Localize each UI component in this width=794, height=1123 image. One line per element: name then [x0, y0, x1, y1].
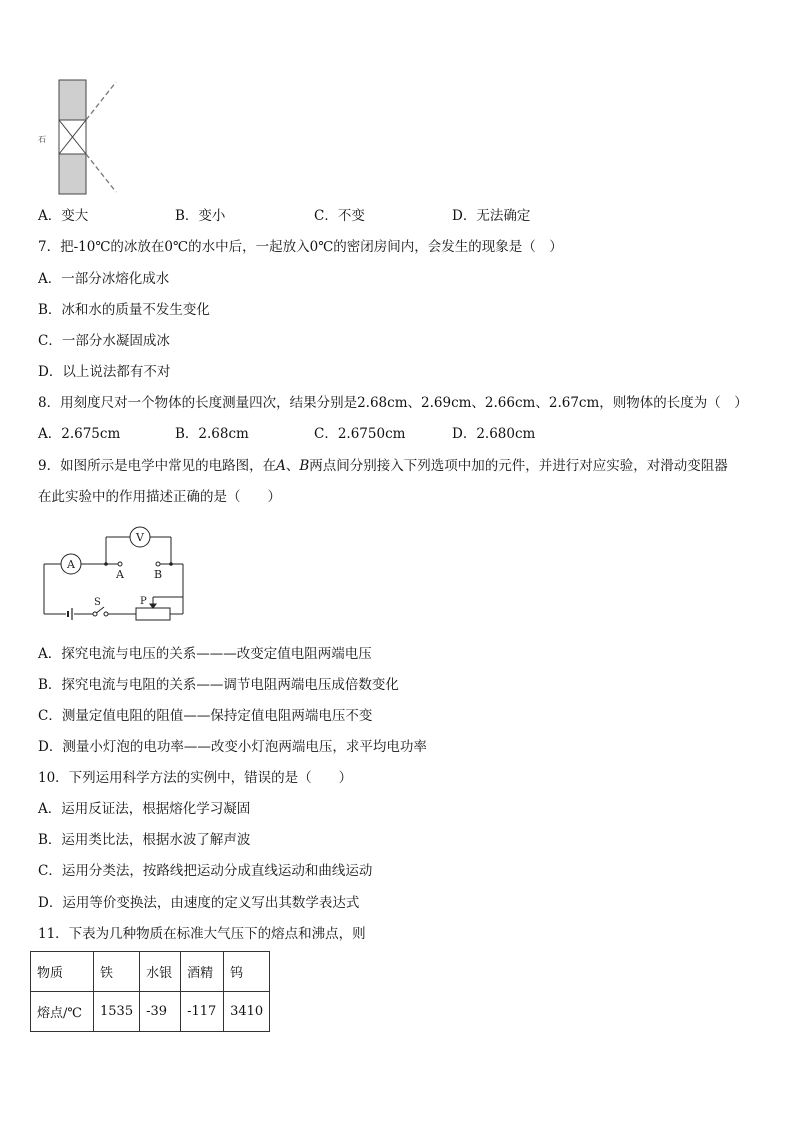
table-cell: -39: [140, 992, 181, 1032]
q6-option-c[interactable]: C．不变: [314, 208, 365, 224]
point-a-label: A: [116, 568, 124, 581]
q8-options: [38, 425, 738, 443]
q9-option-c[interactable]: C．测量定值电阻的阻值——保持定值电阻两端电压不变: [38, 708, 373, 724]
q8-stem: 8．用刻度尺对一个物体的长度测量四次，结果分别是2.68cm、2.69cm、2.66cm、2.67cm，则物体的长度为（ ）: [38, 395, 748, 411]
q6-option-a[interactable]: A．变大: [38, 208, 89, 224]
q10-option-c[interactable]: C．运用分类法，按路线把运动分成直线运动和曲线运动: [38, 863, 373, 879]
q10-option-d[interactable]: D．运用等价变换法，由速度的定义写出其数学表达式: [38, 895, 360, 911]
voltmeter-symbol: V: [136, 531, 144, 544]
q6-options: [38, 207, 738, 225]
table-cell: 钨: [224, 952, 270, 992]
table-header-row: [31, 952, 270, 992]
q9-point-a-ref: A: [276, 458, 286, 474]
q11-stem: 11．下表为几种物质在标准大气压下的熔点和沸点，则: [38, 926, 366, 942]
table-row: [31, 992, 270, 1032]
q7-stem: 7．把-10℃的冰放在0℃的水中后，一起放入0℃的密闭房间内，会发生的现象是（ ）: [38, 239, 563, 255]
table-cell: -117: [181, 992, 224, 1032]
table-cell: 物质: [31, 952, 94, 992]
point-b-label: B: [154, 568, 163, 581]
q9-point-b-ref: B: [299, 458, 310, 474]
q6-option-d[interactable]: D．无法确定: [452, 208, 531, 224]
table-cell: 3410: [224, 992, 270, 1032]
q8-option-b[interactable]: B．2.68cm: [175, 426, 249, 442]
q9-stem-part: 9．如图所示是电学中常见的电路图，在: [38, 458, 277, 474]
table-cell: 1535: [94, 992, 140, 1032]
mirror-block-figure: [34, 76, 126, 200]
circuit-diagram: [38, 522, 198, 624]
q7-option-d[interactable]: D．以上说法都有不对: [38, 364, 171, 380]
q9-option-a[interactable]: A．探究电流与电压的关系———改变定值电阻两端电压: [38, 646, 372, 662]
q9-option-b[interactable]: B．探究电流与电阻的关系——调节电阻两端电压成倍数变化: [38, 677, 399, 693]
melting-point-table: [30, 951, 270, 1032]
slider-label: P: [140, 596, 147, 607]
table-cell: 酒精: [181, 952, 224, 992]
q9-stem-line2: 在此实验中的作用描述正确的是（ ）: [38, 489, 281, 505]
q8-option-a[interactable]: A．2.675cm: [38, 426, 121, 442]
q10-option-a[interactable]: A．运用反证法，根据熔化学习凝固: [38, 801, 251, 817]
q9-option-d[interactable]: D．测量小灯泡的电功率——改变小灯泡两端电压，求平均电功率: [38, 739, 427, 755]
q9-stem-line1: [38, 457, 728, 475]
q7-option-c[interactable]: C．一部分水凝固成冰: [38, 333, 170, 349]
table-cell: 水银: [140, 952, 181, 992]
q8-option-d[interactable]: D．2.680cm: [452, 426, 536, 442]
q9-stem-part: 、: [285, 458, 300, 474]
q7-option-b[interactable]: B．冰和水的质量不发生变化: [38, 302, 210, 318]
figure-label: 石: [38, 135, 46, 144]
table-cell: 铁: [94, 952, 140, 992]
q7-option-a[interactable]: A．一部分冰熔化成水: [38, 271, 170, 287]
q8-option-c[interactable]: C．2.6750cm: [314, 426, 406, 442]
switch-label: S: [94, 597, 101, 608]
q9-stem-part: 两点间分别接入下列选项中加的元件，并进行对应实验，对滑动变阻器: [309, 458, 728, 474]
q10-stem: 10．下列运用科学方法的实例中，错误的是（ ）: [38, 770, 353, 786]
q6-option-b[interactable]: B．变小: [175, 208, 226, 224]
table-cell: 熔点/℃: [31, 992, 94, 1032]
q10-option-b[interactable]: B．运用类比法，根据水波了解声波: [38, 832, 251, 848]
ammeter-symbol: A: [67, 558, 75, 571]
